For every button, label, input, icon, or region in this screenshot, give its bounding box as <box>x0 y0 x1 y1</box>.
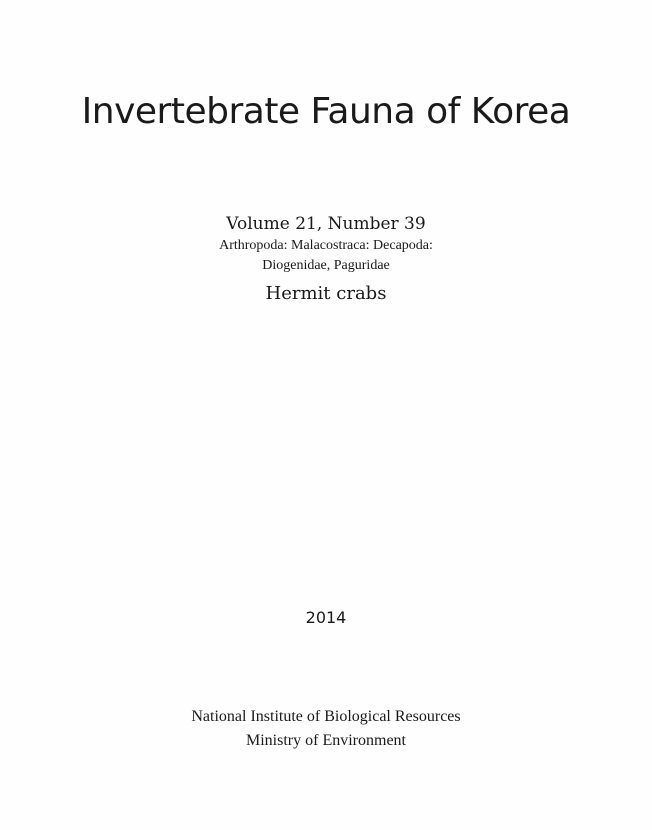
taxonomy-line-1: Arthropoda: Malacostraca: Decapoda: <box>219 238 433 253</box>
ministry-name: Ministry of Environment <box>246 732 406 749</box>
common-name: Hermit crabs <box>265 283 387 304</box>
publication-year: 2014 <box>305 608 347 627</box>
series-title: Invertebrate Fauna of Korea <box>81 91 571 132</box>
taxonomy-line-2: Diogenidae, Paguridae <box>262 258 390 273</box>
volume-number: Volume 21, Number 39 <box>226 214 426 234</box>
publisher-name: National Institute of Biological Resources <box>191 708 461 725</box>
